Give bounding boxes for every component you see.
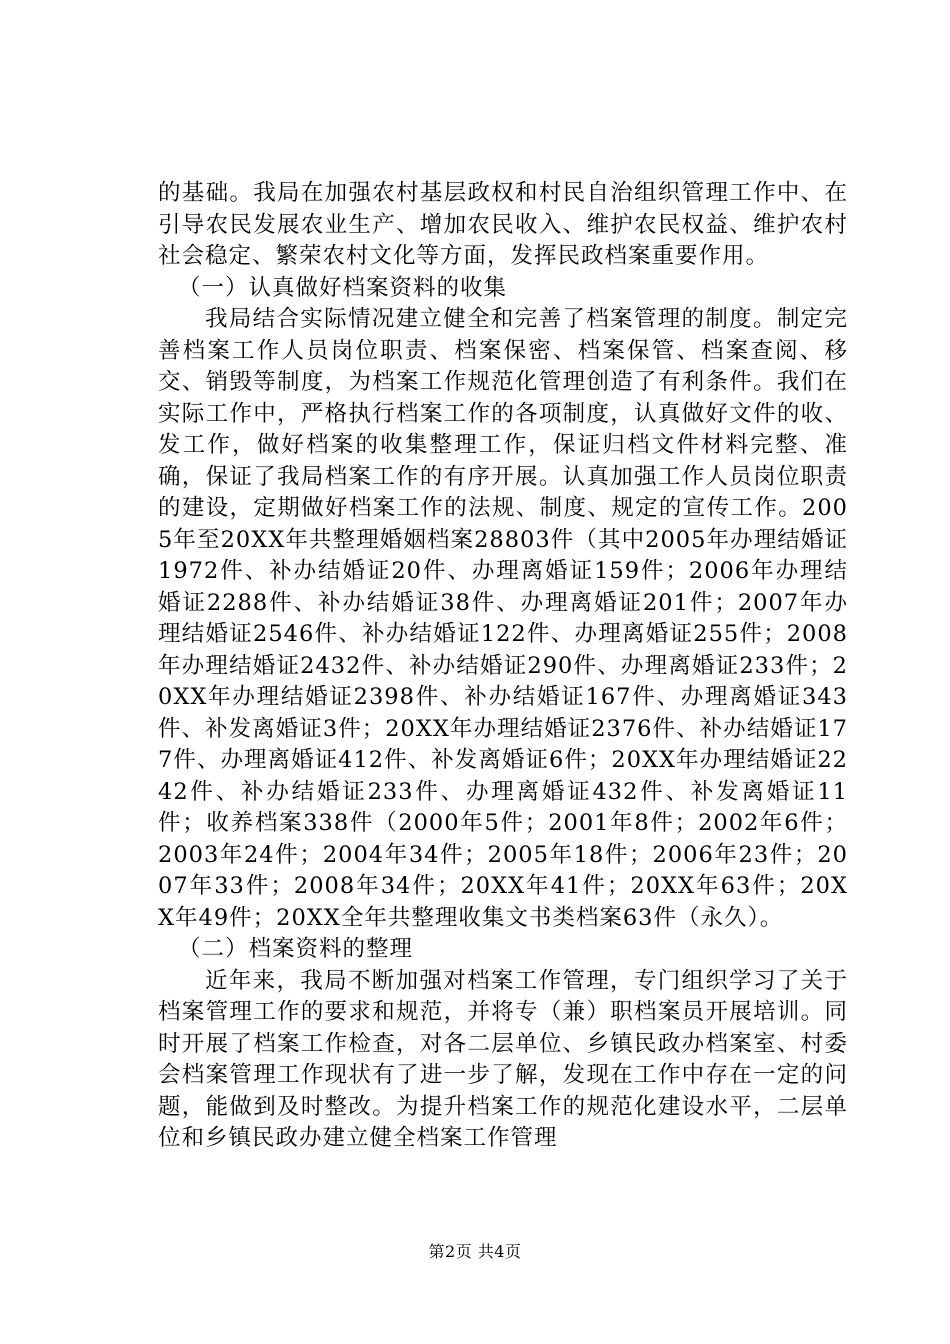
paragraph-organization: 近年来，我局不断加强对档案工作管理，专门组织学习了关于档案管理工作的要求和规范，并将专（兼）职档案员开展培训。同时开展了档案工作检查，对各二层单位、乡镇民政办档案室、村委会档案管理工作现状有了进一步了解，发现在工作中存在一定的问题，能做到及时整改。为提升档案工作的规范化建设水平，二层单位和乡镇民政办建立健全档案工作管理 bbox=[158, 967, 848, 1151]
page-footer bbox=[0, 1242, 950, 1262]
paragraph-collection: 我局结合实际情况建立健全和完善了档案管理的制度。制定完善档案工作人员岗位职责、档案保密、档案保管、档案查阅、移交、销毁等制度，为档案工作规范化管理创造了有利条件。我们在实际工作中，严格执行档案工作的各项制度，认真做好文件的收、发工作，做好档案的收集整理工作，保证归档文件材料完整、准确，保证了我局档案工作的有序开展。认真加强工作人员岗位职责的建设，定期做好档案工作的法规、制度、规定的宣传工作。2005年至20XX年共整理婚姻档案28803件（其中2005年办理结婚证1972件、补办结婚证20件、办理离婚证159件；2006年办理结婚证2288件、补办结婚证38件、办理离婚证201件；2007年办理结婚证2546件、补办结婚证122件、办理离婚证255件；2008年办理结婚证2432件、补办结婚证290件、办理离婚证233件；20XX年办理结婚证2398件、补办结婚证167件、办理离婚证343件、补发离婚证3件；20XX年办理结婚证2376件、补办结婚证177件、办理离婚证412件、补发离婚证6件；20XX年办理结婚证2242件、补办结婚证233件、办理离婚证432件、补发离婚证11件；收养档案338件（2000年5件；2001年8件；2002年6件；2003年24件；2004年34件；2005年18件；2006年23件；2007年33件；2008年34件；20XX年41件；20XX年63件；20XX年49件；20XX全年共整理收集文书类档案63件（永久）。 bbox=[158, 306, 848, 931]
page-number-label: 第2页 共4页 bbox=[428, 1242, 522, 1261]
document-body bbox=[158, 178, 848, 1155]
section-heading-collection: （一）认真做好档案资料的收集 bbox=[178, 274, 508, 301]
paragraph-continuation: 的基础。我局在加强农村基层政权和村民自治组织管理工作中、在引导农民发展农业生产、增加农民收入、维护农民权益、维护农村社会稳定、繁荣农村文化等方面，发挥民政档案重要作用。 bbox=[158, 180, 848, 269]
section-heading-organization: （二）档案资料的整理 bbox=[178, 936, 414, 962]
